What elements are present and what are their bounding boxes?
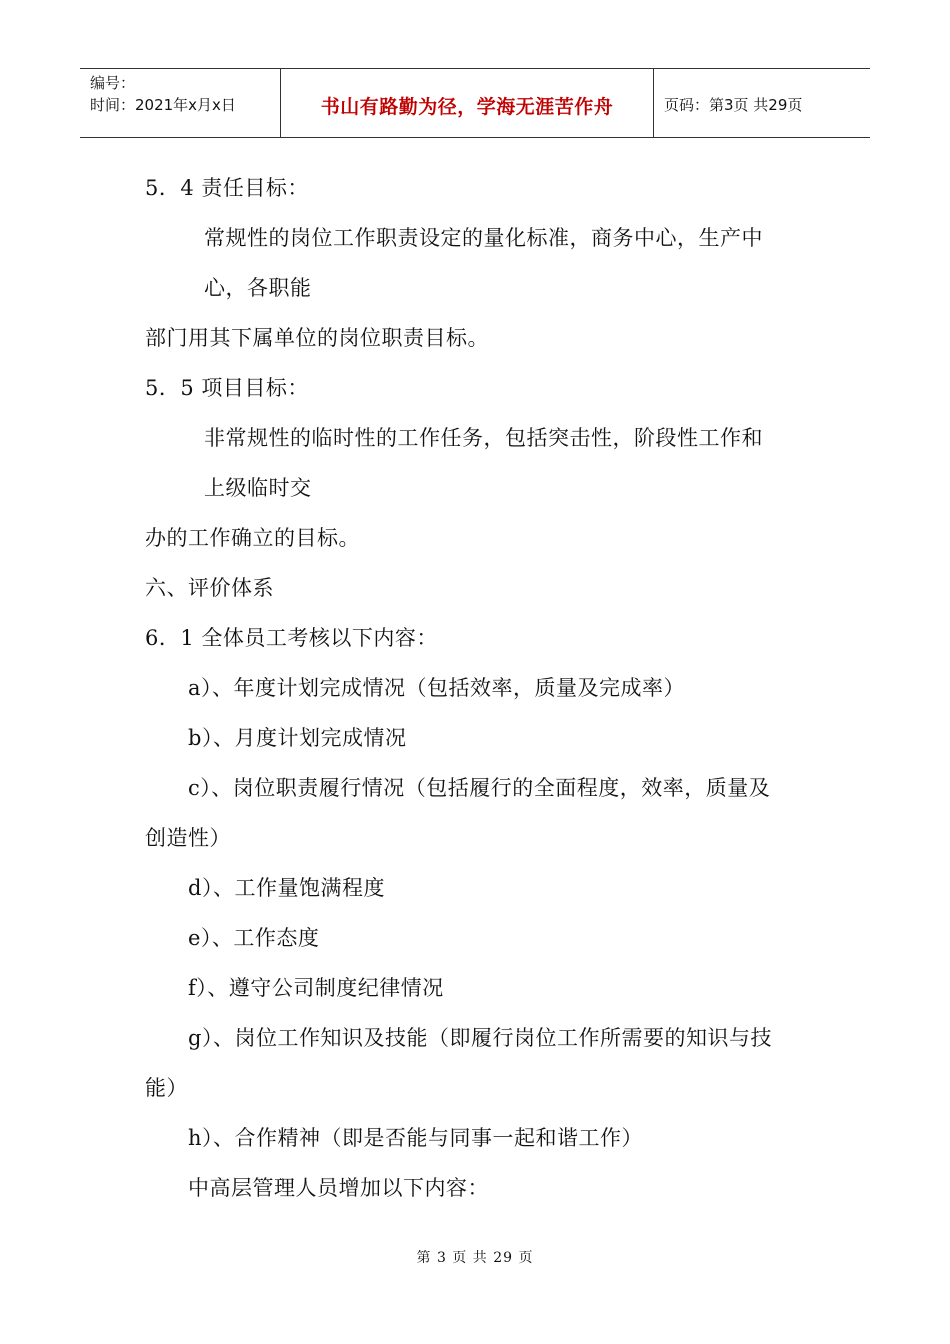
section-5-5-heading: 5．5 项目目标： — [145, 376, 309, 400]
page-header — [80, 68, 870, 138]
section-6-1-heading: 6．1 全体员工考核以下内容： — [145, 626, 438, 650]
list-item-e: e）、工作态度 — [188, 926, 320, 950]
page-footer: 第 3 页 共 29 页 — [416, 1250, 534, 1266]
paragraph-line: 部门用其下属单位的岗位职责目标。 — [145, 326, 489, 350]
list-item-g-continued: 能） — [145, 1076, 188, 1100]
list-item-a: a）、年度计划完成情况（包括效率，质量及完成率） — [188, 676, 686, 700]
paragraph-line: 办的工作确立的目标。 — [145, 526, 360, 550]
paragraph-line: 心，各职能 — [204, 276, 312, 300]
list-item-h: h）、合作精神（即是否能与同事一起和谐工作） — [188, 1126, 644, 1150]
header-page-info: 页码：第3页 共29页 — [664, 95, 803, 114]
list-item-d: d）、工作量饱满程度 — [188, 876, 385, 900]
header-left-cell — [80, 69, 281, 137]
paragraph-line: 非常规性的临时性的工作任务，包括突击性，阶段性工作和 — [204, 426, 763, 450]
section-6-heading: 六、评价体系 — [145, 576, 274, 600]
list-item-b: b）、月度计划完成情况 — [188, 726, 407, 750]
paragraph-line: 常规性的岗位工作职责设定的量化标准，商务中心，生产中 — [204, 226, 763, 250]
header-motto: 书山有路勤为径，学海无涯苦作舟 — [281, 69, 654, 137]
number-label: 编号： — [90, 74, 136, 92]
paragraph-line: 上级临时交 — [204, 476, 312, 500]
list-item-c: c）、岗位职责履行情况（包括履行的全面程度，效率，质量及 — [188, 776, 771, 800]
list-item-c-continued: 创造性） — [145, 826, 231, 850]
time-label: 时间：2021年x月x日 — [90, 96, 236, 114]
list-item-g: g）、岗位工作知识及技能（即履行岗位工作所需要的知识与技 — [188, 1026, 772, 1050]
section-5-4-heading: 5．4 责任目标： — [145, 176, 309, 200]
paragraph-line: 中高层管理人员增加以下内容： — [188, 1176, 489, 1200]
list-item-f: f）、遵守公司制度纪律情况 — [188, 976, 444, 1000]
